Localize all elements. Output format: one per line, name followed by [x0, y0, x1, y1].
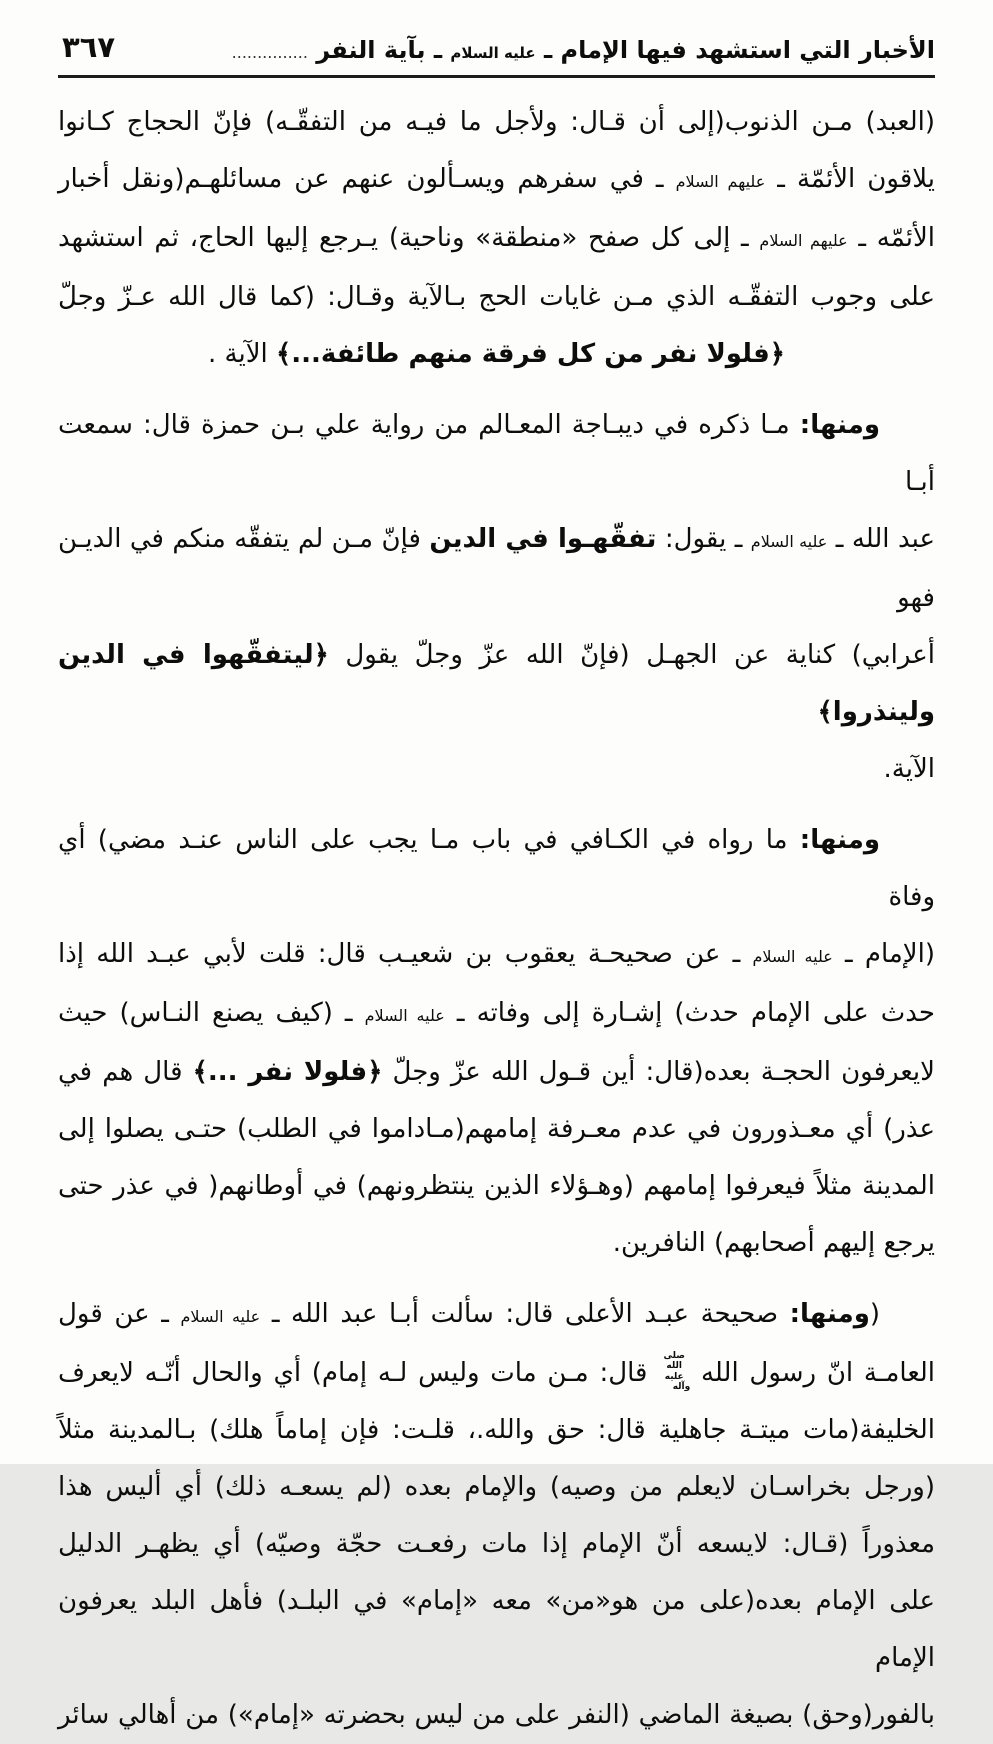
salawat-seal-icon: صلى الله عليه وآله [663, 1350, 691, 1392]
running-header-title [232, 36, 935, 64]
text-line [58, 1286, 935, 1345]
honorific-segment: عليه السلام [752, 947, 833, 966]
text-segment: صحيحة عبـد الأعلى قال: سألت أبـا عبد الله ـ [260, 1299, 790, 1329]
honorific-segment: عليه السلام [364, 1006, 445, 1025]
text-line [58, 741, 935, 798]
text-line [58, 1345, 935, 1402]
text-segment: ـ عن صحيحـة يعقوب بن شعيـب قال: قلت لأبي عبـد الله إذا [58, 939, 753, 969]
text-segment: فإنّ مـن لم يتفقّه منكم في الديـن فهو [58, 524, 935, 613]
text-line [58, 269, 935, 326]
text-segment: عذر) أي معـذورون في عدم معـرفة إمامهم(مـاداموا في الطلب) حتـى يصلوا إلى [58, 1114, 935, 1144]
text-segment: الأئمّه ـ [847, 223, 936, 253]
header-title-tail: ـ بآية النفر [316, 36, 451, 64]
text-segment: قال: مـن مات وليس لـه إمام) أي والحال أنّـه لايعرف [58, 1358, 659, 1388]
text-segment: يلاقون الأئمّة ـ [765, 164, 936, 194]
text-segment: ـ يقول: [656, 524, 751, 554]
paragraph-2 [58, 397, 935, 798]
text-line [58, 1044, 935, 1101]
page-body-text [58, 94, 935, 1744]
text-segment: الآية. [883, 754, 935, 784]
text-segment: مـا ذكره في ديبـاجة المعـالم من رواية علي بـن حمزة قال: سمعت أبـا [58, 410, 935, 497]
text-segment: ـ (كيف يصنع النـاس) حيث [58, 998, 365, 1028]
text-segment: (ورجل بخراسـان لايعلم من وصيه) والإمام بعده (لم يسعـه ذلك) أي أليس هذا [58, 1472, 935, 1502]
text-line [58, 1215, 935, 1272]
emphasis-segment: ﴿فلولا نفر من كل فرقة منهم طائفة...﴾ [276, 339, 785, 369]
page-number: ٣٦٧ [62, 30, 116, 64]
paragraph-3 [58, 812, 935, 1272]
text-segment: يرجع إليهم أصحابهم) النافرين. [612, 1228, 935, 1258]
text-segment: الخليفة(مات ميتـة جاهلية قال: حق والله.، قلـت: فإن إماماً هلك) بـالمدينة مثلاً [58, 1415, 935, 1445]
text-segment: لايعرفون الحجـة بعده(قال: أين قـول الله عزّ وجلّ [382, 1057, 936, 1087]
paragraph-1 [58, 94, 935, 383]
text-segment: المدينة مثلاً فيعرفوا إمامهم (وهـؤلاء الذين ينتظرونهم) في أوطانهم( في عذر حتى [58, 1171, 935, 1201]
emphasis-segment: ﴿فلولا نفر ...﴾ [192, 1057, 383, 1087]
text-segment: الآية . [208, 339, 277, 369]
text-line [58, 985, 935, 1044]
emphasis-segment: ومنها: [799, 825, 880, 855]
emphasis-segment: تفقّهـوا في الدين [429, 524, 657, 554]
text-line [58, 1158, 935, 1215]
header-rule [58, 75, 935, 78]
emphasis-segment: ومنها: [799, 410, 880, 440]
text-segment: قال هم في [58, 1057, 193, 1087]
text-segment: ـ إلى كل صفح «منطقة» وناحية) يـرجع إليها الحاج، ثم استشهد [58, 223, 760, 253]
emphasis-segment: ومنها: [789, 1299, 870, 1329]
honorific-segment: عليه السلام [180, 1307, 261, 1326]
text-line [58, 1459, 935, 1516]
honorific-segment: عليه السلام [750, 532, 828, 551]
text-line [58, 1516, 935, 1573]
text-segment: (العبد) مـن الذنوب(إلى أن قـال: ولأجل ما فيـه من التفقّـه) فإنّ الحجاج كـانوا [58, 107, 935, 137]
honorific-segment: عليهم السلام [759, 231, 848, 250]
text-segment: حدث على الإمام حدث) إشـارة إلى وفاته ـ [444, 998, 935, 1028]
header-title-main: الأخبار التي استشهد فيها الإمام ـ [535, 36, 935, 64]
text-segment: ( [869, 1299, 881, 1329]
text-segment: أعرابي) كناية عن الجهـل (فإنّ الله عزّ وجلّ يقول [328, 640, 935, 670]
header-dot-leader: ............... [231, 43, 308, 62]
text-segment: على الإمام بعده(على من هو«من» معه «إمام» في البلـد) فأهل البلد يعرفون الإمام [58, 1586, 935, 1673]
text-segment: ما رواه في الكـافي في باب مـا يجب على الناس عنـد مضي) أي وفاة [58, 825, 935, 912]
honorific-segment: عليهم السلام [675, 172, 766, 191]
text-line [58, 94, 935, 151]
text-segment: ـ في سفرهم ويسـألون عنهم عن مسائلهـم(ونقل أخبار [58, 164, 676, 194]
text-line [58, 926, 935, 985]
text-segment: عبد الله ـ [827, 524, 935, 554]
text-segment: معذوراً (قـال: لايسعه أنّ الإمام إذا مات رفعـت حجّة وصيّه) أي يظهـر الدليل [58, 1529, 935, 1559]
text-line [58, 1101, 935, 1158]
text-line [58, 627, 935, 741]
paragraph-4 [58, 1286, 935, 1744]
text-line [58, 326, 935, 383]
emphasis-segment: ﴿ليتفقّهوا في الدين ولينذروا﴾ [58, 640, 935, 727]
text-segment: على وجوب التفقّـه الذي مـن غايات الحج بـالآية وقـال: (كما قال الله عـزّ وجلّ [58, 282, 935, 312]
text-segment: بالفور(وحق) بصيغة الماضي (النفر على من ليس بحضرته «إمام») من أهالي سائر [58, 1700, 935, 1730]
text-line [58, 1573, 935, 1687]
text-segment: ـ عن قول [58, 1299, 181, 1329]
text-line [58, 812, 935, 926]
text-segment: العامـة انّ رسول الله [690, 1358, 936, 1388]
text-line [58, 151, 935, 210]
page-header [58, 30, 935, 64]
text-segment: (الإمام ـ [832, 939, 935, 969]
text-line [58, 397, 935, 511]
text-line [58, 1402, 935, 1459]
text-line [58, 210, 935, 269]
text-line [58, 511, 935, 627]
header-honorific: عليه السلام [450, 44, 536, 62]
text-line [58, 1687, 935, 1744]
